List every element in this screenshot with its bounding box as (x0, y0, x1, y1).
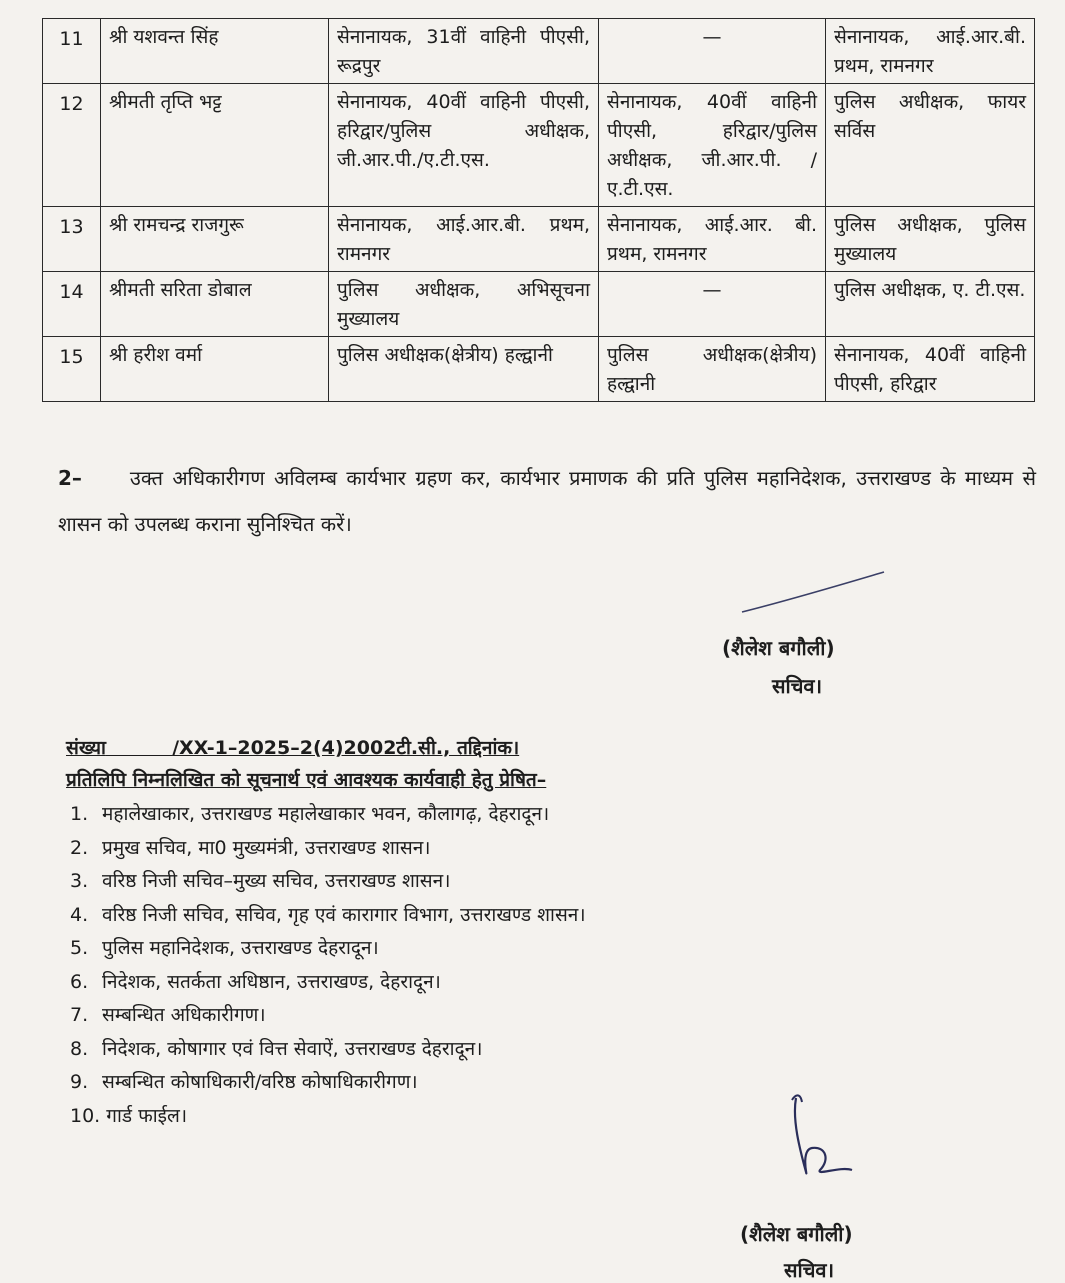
current-post: सेनानायक, 40वीं वाहिनी पीएसी, हरिद्वार/पुलिस अधीक्षक, जी.आर.पी./ए.टी.एस. (329, 84, 599, 207)
released-from: पुलिस अधीक्षक(क्षेत्रीय) हल्द्वानी (599, 337, 826, 402)
released-from: सेनानायक, आई.आर. बी. प्रथम, रामनगर (599, 207, 826, 272)
serial-number: 13 (43, 207, 101, 272)
current-post: सेनानायक, आई.आर.बी. प्रथम, रामनगर (329, 207, 599, 272)
current-post: सेनानायक, 31वीं वाहिनी पीएसी, रूद्रपुर (329, 19, 599, 84)
new-post: पुलिस अधीक्षक, फायर सर्विस (826, 84, 1035, 207)
reference-label: संख्या (66, 737, 106, 759)
list-item: 8. निदेशक, कोषागार एवं वित्त सेवाऐं, उत्तराखण्ड देहरादून। (70, 1037, 483, 1060)
signature-stroke-3 (792, 1095, 802, 1102)
signatory-designation-2: सचिव। (784, 1258, 835, 1282)
signatory-name: (शैलेश बगौली) (722, 636, 835, 660)
released-from: सेनानायक, 40वीं वाहिनी पीएसी, हरिद्वार/पुलिस अधीक्षक, जी.आर.पी. /ए.टी.एस. (599, 84, 826, 207)
copy-to-heading: प्रतिलिपि निम्नलिखित को सूचनार्थ एवं आवश्यक कार्यवाही हेतु प्रेषित– (66, 769, 547, 791)
paragraph-text: उक्त अधिकारीगण अविलम्ब कार्यभार ग्रहण कर, कार्यभार प्रमाणक की प्रति पुलिस महानिदेशक, उत्तराखण्ड के माध्यम से शासन को उपलब्ध कराना सुनिश्चित करें। (58, 466, 1036, 536)
current-post: पुलिस अधीक्षक(क्षेत्रीय) हल्द्वानी (329, 337, 599, 402)
serial-number: 11 (43, 19, 101, 84)
list-item: 3. वरिष्ठ निजी सचिव–मुख्य सचिव, उत्तराखण्ड शासन। (70, 870, 451, 892)
new-post: पुलिस अधीक्षक, पुलिस मुख्यालय (826, 207, 1035, 272)
released-from: — (599, 19, 826, 84)
signature-stroke-1 (742, 572, 884, 612)
reference-value: /XX-1–2025–2(4)2002टी.सी., तद्दिनांक। (172, 737, 520, 759)
new-post: सेनानायक, 40वीं वाहिनी पीएसी, हरिद्वार (826, 337, 1035, 402)
signature-stroke-2 (795, 1098, 852, 1173)
officer-name: श्री रामचन्द्र राजगुरू (101, 207, 329, 272)
list-item: 9. सम्बन्धित कोषाधिकारी/वरिष्ठ कोषाधिकारीगण। (70, 1071, 418, 1093)
officer-name: श्री यशवन्त सिंह (101, 19, 329, 84)
list-item: 5. पुलिस महानिदेशक, उत्तराखण्ड देहरादून। (70, 937, 379, 959)
current-post: पुलिस अधीक्षक, अभिसूचना मुख्यालय (329, 272, 599, 337)
new-post: पुलिस अधीक्षक, ए. टी.एस. (826, 272, 1035, 337)
officer-name: श्रीमती सरिता डोबाल (101, 272, 329, 337)
list-item: 1. महालेखाकार, उत्तराखण्ड महालेखाकार भवन, कौलागढ़, देहरादून। (70, 803, 550, 825)
new-post: सेनानायक, आई.आर.बी. प्रथम, रामनगर (826, 19, 1035, 84)
paragraph-number: 2– (58, 466, 82, 490)
signatory-name-2: (शैलेश बगौली) (740, 1222, 853, 1246)
list-item: 6. निदेशक, सतर्कता अधिष्ठान, उत्तराखण्ड, देहरादून। (70, 970, 441, 993)
serial-number: 14 (43, 272, 101, 337)
list-item: 2. प्रमुख सचिव, मा0 मुख्यमंत्री, उत्तराखण्ड शासन। (70, 836, 431, 859)
officer-name: श्री हरीश वर्मा (101, 337, 329, 402)
list-item: 10. गार्ड फाईल। (70, 1104, 188, 1127)
reference-number (66, 734, 519, 760)
list-item: 4. वरिष्ठ निजी सचिव, सचिव, गृह एवं कारागार विभाग, उत्तराखण्ड शासन। (70, 903, 586, 926)
copy-to-list (70, 798, 586, 1133)
signatory-designation: सचिव। (772, 674, 823, 698)
list-item: 7. सम्बन्धित अधिकारीगण। (70, 1004, 266, 1026)
serial-number: 15 (43, 337, 101, 402)
serial-number: 12 (43, 84, 101, 207)
released-from: — (599, 272, 826, 337)
officer-name: श्रीमती तृप्ति भट्ट (101, 84, 329, 207)
